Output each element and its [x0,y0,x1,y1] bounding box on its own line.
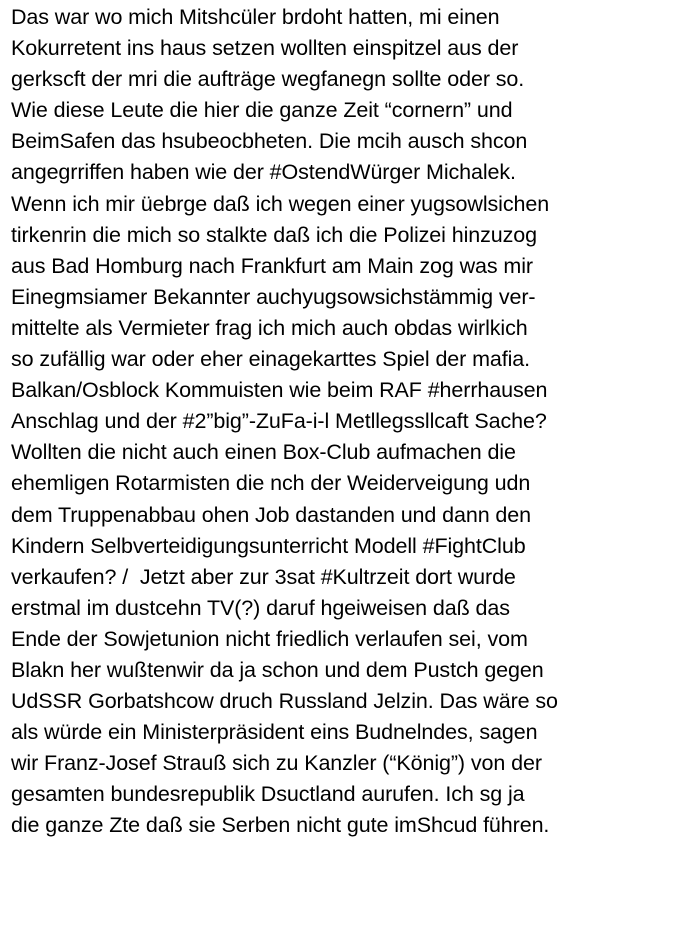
text-line-20: erstmal im dustcehn TV(?) daruf hgeiweisen daß das [11,595,510,620]
text-line-3: gerkscft der mri die aufträge wegfanegn sollte oder so. [11,67,525,92]
text-line-1: Das war wo mich Mitshcüler brdoht hatten, mi einen [11,5,500,29]
text-line-25: wir Franz-Josef Strauß sich zu Kanzler (“König”) von der [11,751,542,776]
text-line-8: tirkenrin die mich so stalkte daß ich die Polizei hinzuzog [11,222,537,247]
text-line-16: ehemligen Rotarmisten die nch der Weiderveigung udn [11,471,531,496]
text-line-12: so zufällig war oder eher einagekarttes Spiel der mafia. [11,347,531,372]
text-line-10: Einegmsiamer Bekannter auchyugsowsichstämmig ver- [11,284,536,309]
text-line-9: aus Bad Homburg nach Frankfurt am Main zog was mir [11,253,533,278]
text-line-13: Balkan/Osblock Kommuisten wie beim RAF #herrhausen [11,378,548,403]
text-line-23: UdSSR Gorbatshcow druch Russland Jelzin. Das wäre so [11,689,558,714]
text-line-7: Wenn ich mir üebrge daß ich wegen einer yugsowlsichen [11,191,550,216]
text-line-26: gesamten bundesrepublik Dsuctland aurufen. Ich sg ja [11,782,525,807]
text-line-4: Wie diese Leute die hier die ganze Zeit “cornern” und [11,98,513,123]
text-line-27: die ganze Zte daß sie Serben nicht gute imShcud führen. [11,813,550,838]
body-text [11,2,674,842]
text-line-18: Kindern Selbverteidigungsunterricht Modell #FightClub [11,533,526,558]
text-line-5: BeimSafen das hsubeocbheten. Die mcih ausch shcon [11,129,528,154]
text-line-11: mittelte als Vermieter frag ich mich auch obdas wirlkich [11,315,528,340]
text-line-24: als würde ein Ministerpräsident eins Budnelndes, sagen [11,720,538,745]
text-line-22: Blakn her wußtenwir da ja schon und dem Pustch gegen [11,657,544,682]
text-line-21: Ende der Sowjetunion nicht friedlich verlaufen sei, vom [11,626,528,651]
text-line-15: Wollten die nicht auch einen Box-Club aufmachen die [11,440,516,465]
text-line-17: dem Truppenabbau ohen Job dastanden und dann den [11,502,532,527]
text-line-2: Kokurretent ins haus setzen wollten einspitzel aus der [11,36,519,61]
text-line-14: Anschlag und der #2”big”-ZuFa-i-l Metllegssllcaft Sache? [11,409,547,434]
text-line-19: verkaufen? / Jetzt aber zur 3sat #Kultrzeit dort wurde [11,564,516,589]
text-line-6: angegrriffen haben wie der #OstendWürger Michalek. [11,160,516,185]
